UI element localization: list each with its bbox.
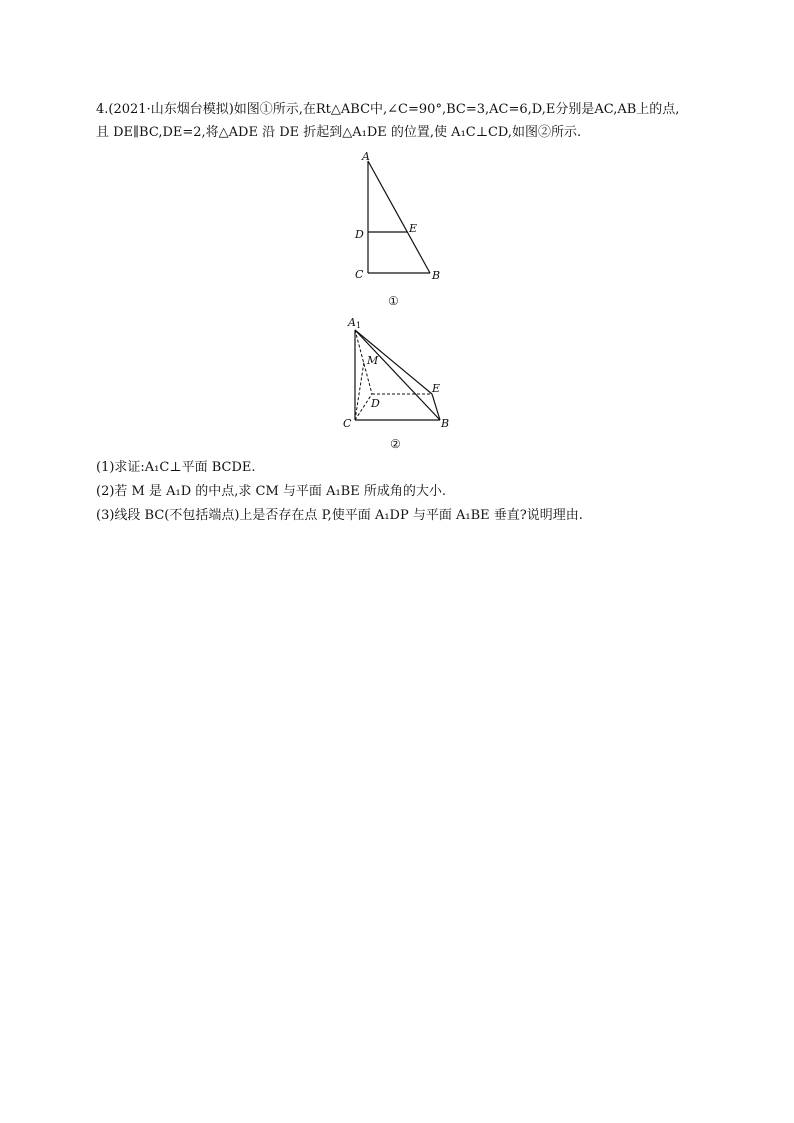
problem-statement-line-2: 且 DE∥BC,DE=2,将△ADE 沿 DE 折起到△A₁DE 的位置,使 A₁C⊥CD,如图②所示. — [96, 125, 582, 140]
label-a1-subscript: 1 — [356, 321, 362, 330]
label-c: C — [355, 268, 364, 281]
figure-2-caption: ② — [390, 437, 401, 451]
segment-cd-hidden — [355, 394, 372, 420]
figure-1-caption: ① — [388, 294, 399, 308]
segment-ab — [368, 161, 430, 273]
segment-cm-hidden — [355, 362, 364, 420]
label-m: M — [367, 354, 379, 367]
question-2: (2)若 M 是 A₁D 的中点,求 CM 与平面 A₁BE 所成角的大小. — [96, 484, 446, 499]
label-d: D — [355, 228, 364, 241]
label-b: B — [441, 417, 450, 430]
label-e: E — [409, 222, 418, 235]
problem-statement-line-1: 4.(2021·山东烟台模拟)如图①所示,在Rt△ABC中,∠C=90°,BC=3,AC=6,D,E分别是AC,AB上的点, — [96, 102, 680, 117]
figure-2-solid — [340, 312, 460, 454]
figure-1-triangle — [340, 145, 460, 310]
label-a: A — [362, 150, 370, 163]
label-b: B — [432, 269, 441, 282]
label-d: D — [371, 397, 380, 410]
label-e: E — [432, 382, 441, 395]
label-c: C — [343, 417, 352, 430]
label-a1: A — [348, 316, 356, 329]
segment-a1b — [355, 330, 440, 420]
question-3: (3)线段 BC(不包括端点)上是否存在点 P,使平面 A₁DP 与平面 A₁BE 垂直?说明理由. — [96, 508, 583, 523]
question-1: (1)求证:A₁C⊥平面 BCDE. — [96, 460, 256, 475]
